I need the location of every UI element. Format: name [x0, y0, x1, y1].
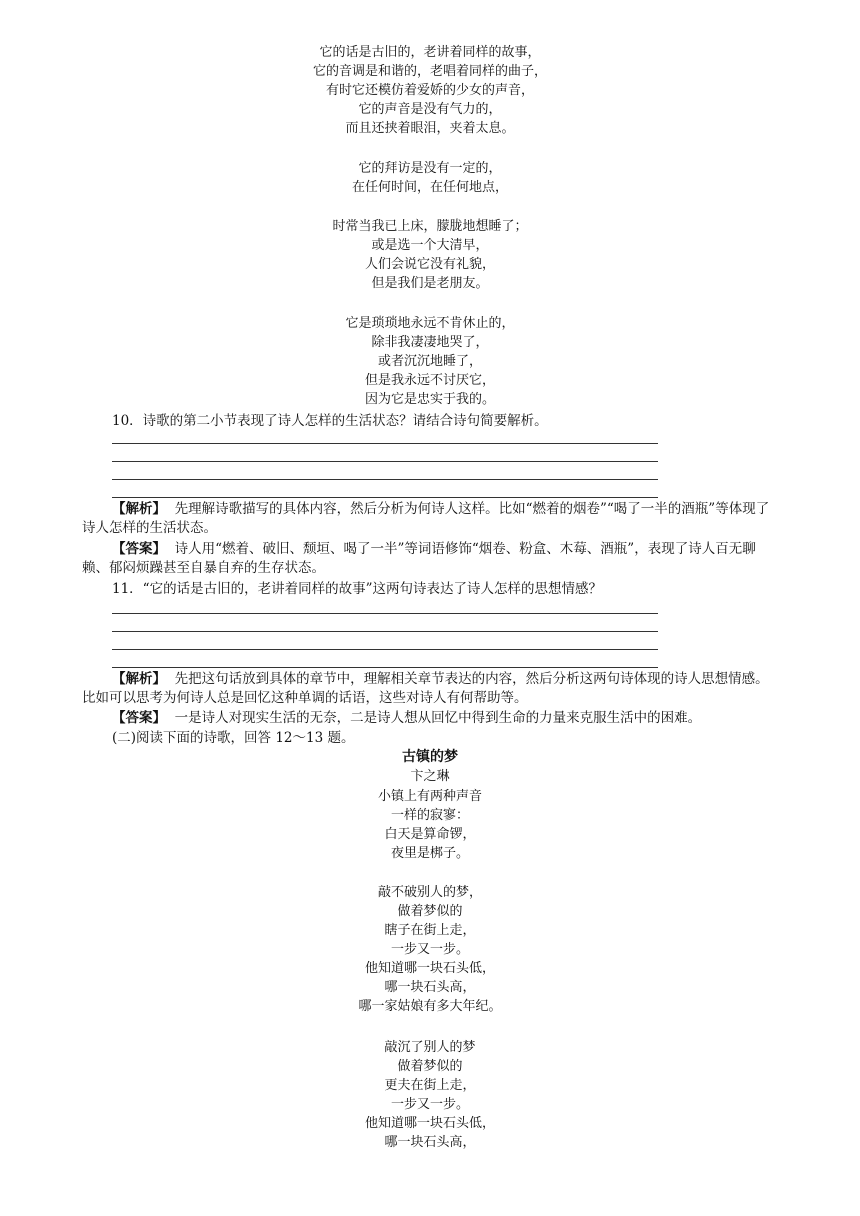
poem1-stanza-c [0, 217, 860, 293]
poem-line: 它的话是古旧的，老讲着同样的故事， [319, 45, 541, 60]
q10-analysis [82, 500, 782, 538]
poem-line: 或是选一个大清早， [371, 238, 489, 253]
answer-tag: 【答案】 [112, 710, 166, 726]
poem-line: 做着梦似的 [397, 1059, 463, 1074]
poem-line: 因为它是忠实于我的。 [364, 392, 495, 407]
poem-line: 在任何时间，在任何地点， [351, 180, 508, 195]
poem-line: 它的拜访是没有一定的， [358, 161, 502, 176]
poem-line: 哪一块石头高， [384, 1135, 476, 1150]
answer-line [112, 443, 658, 444]
poem2-stanza-a [0, 787, 860, 863]
poem-line: 它是琐琐地永远不肯休止的， [345, 316, 515, 331]
poem-line: 但是我们是老朋友。 [371, 276, 489, 291]
question-10: 10．诗歌的第二小节表现了诗人怎样的生活状态？请结合诗句简要解析。 [112, 413, 548, 429]
poem-line: 一步又一步。 [390, 942, 469, 957]
q11-analysis [82, 670, 782, 708]
poem1-stanza-d [0, 314, 860, 409]
poem-line: 但是我永远不讨厌它， [364, 373, 495, 388]
poem-line: 它的音调是和谐的，老唱着同样的曲子， [312, 64, 547, 79]
poem1-stanza-a [0, 43, 860, 138]
poem-line: 哪一块石头高， [384, 980, 476, 995]
answer-line [112, 649, 658, 650]
q11-answer [82, 709, 782, 728]
poem2-stanza-b [0, 883, 860, 1016]
poem-title: 古镇的梦 [402, 749, 458, 765]
poem-line: 他知道哪一块石头低， [364, 961, 495, 976]
poem-line: 一步又一步。 [390, 1097, 469, 1112]
poem-line: 更夫在街上走， [384, 1078, 476, 1093]
analysis-text: 先把这句话放到具体的章节中，理解相关章节表达的内容，然后分析这两句诗体现的诗人思想情感。比如可以思考为何诗人总是回忆这种单调的话语，这些对诗人有何帮助等。 [82, 671, 769, 706]
poem-line: 敲沉了别人的梦 [384, 1040, 476, 1055]
poem-line: 时常当我已上床，朦胧地想睡了； [332, 219, 528, 234]
poem-line: 敲不破别人的梦， [377, 885, 482, 900]
answer-line [112, 479, 658, 480]
answer-line [112, 631, 658, 632]
answer-line [112, 497, 658, 498]
poem2-stanza-c [0, 1038, 860, 1152]
question-11: 11．“它的话是古旧的，老讲着同样的故事”这两句诗表达了诗人怎样的思想情感？ [112, 581, 602, 597]
analysis-tag: 【解析】 [112, 501, 166, 517]
poem-author: 卞之琳 [410, 769, 450, 784]
poem-line: 它的声音是没有气力的， [358, 102, 502, 117]
poem-line: 人们会说它没有礼貌， [364, 257, 495, 272]
poem-line: 做着梦似的 [397, 904, 463, 919]
answer-line [112, 667, 658, 668]
poem-line: 而且还挟着眼泪，夹着太息。 [345, 121, 515, 136]
answer-line [112, 461, 658, 462]
analysis-text: 先理解诗歌描写的具体内容，然后分析为何诗人这样。比如“燃着的烟卷”“喝了一半的酒瓶”等体现了诗人怎样的生活状态。 [82, 501, 770, 536]
poem-line: 有时它还模仿着爱娇的少女的声音， [325, 83, 534, 98]
poem-line: 夜里是梆子。 [390, 846, 469, 861]
poem1-stanza-b [0, 159, 860, 197]
section-2-intro: (二)阅读下面的诗歌，回答 12～13 题。 [112, 730, 355, 746]
poem-line: 小镇上有两种声音 [377, 789, 482, 804]
poem-line: 他知道哪一块石头低， [364, 1116, 495, 1131]
answer-line [112, 613, 658, 614]
answer-text: 一是诗人对现实生活的无奈，二是诗人想从回忆中得到生命的力量来克服生活中的困难。 [174, 710, 702, 726]
poem-line: 瞎子在街上走， [384, 923, 476, 938]
answer-text: 诗人用“燃着、破旧、颓垣、喝了一半”等词语修饰“烟卷、粉盒、木莓、酒瓶”，表现了诗人百无聊赖、郁闷烦躁甚至自暴自弃的生存状态。 [82, 541, 756, 576]
poem-line: 或者沉沉地睡了， [377, 354, 482, 369]
answer-tag: 【答案】 [112, 541, 166, 557]
poem-line: 除非我凄凄地哭了， [371, 335, 489, 350]
poem-line: 哪一家姑娘有多大年纪。 [358, 999, 502, 1014]
q10-answer [82, 540, 782, 578]
analysis-tag: 【解析】 [112, 671, 166, 687]
poem-line: 一样的寂寥： [390, 808, 469, 823]
poem-line: 白天是算命锣， [384, 827, 476, 842]
